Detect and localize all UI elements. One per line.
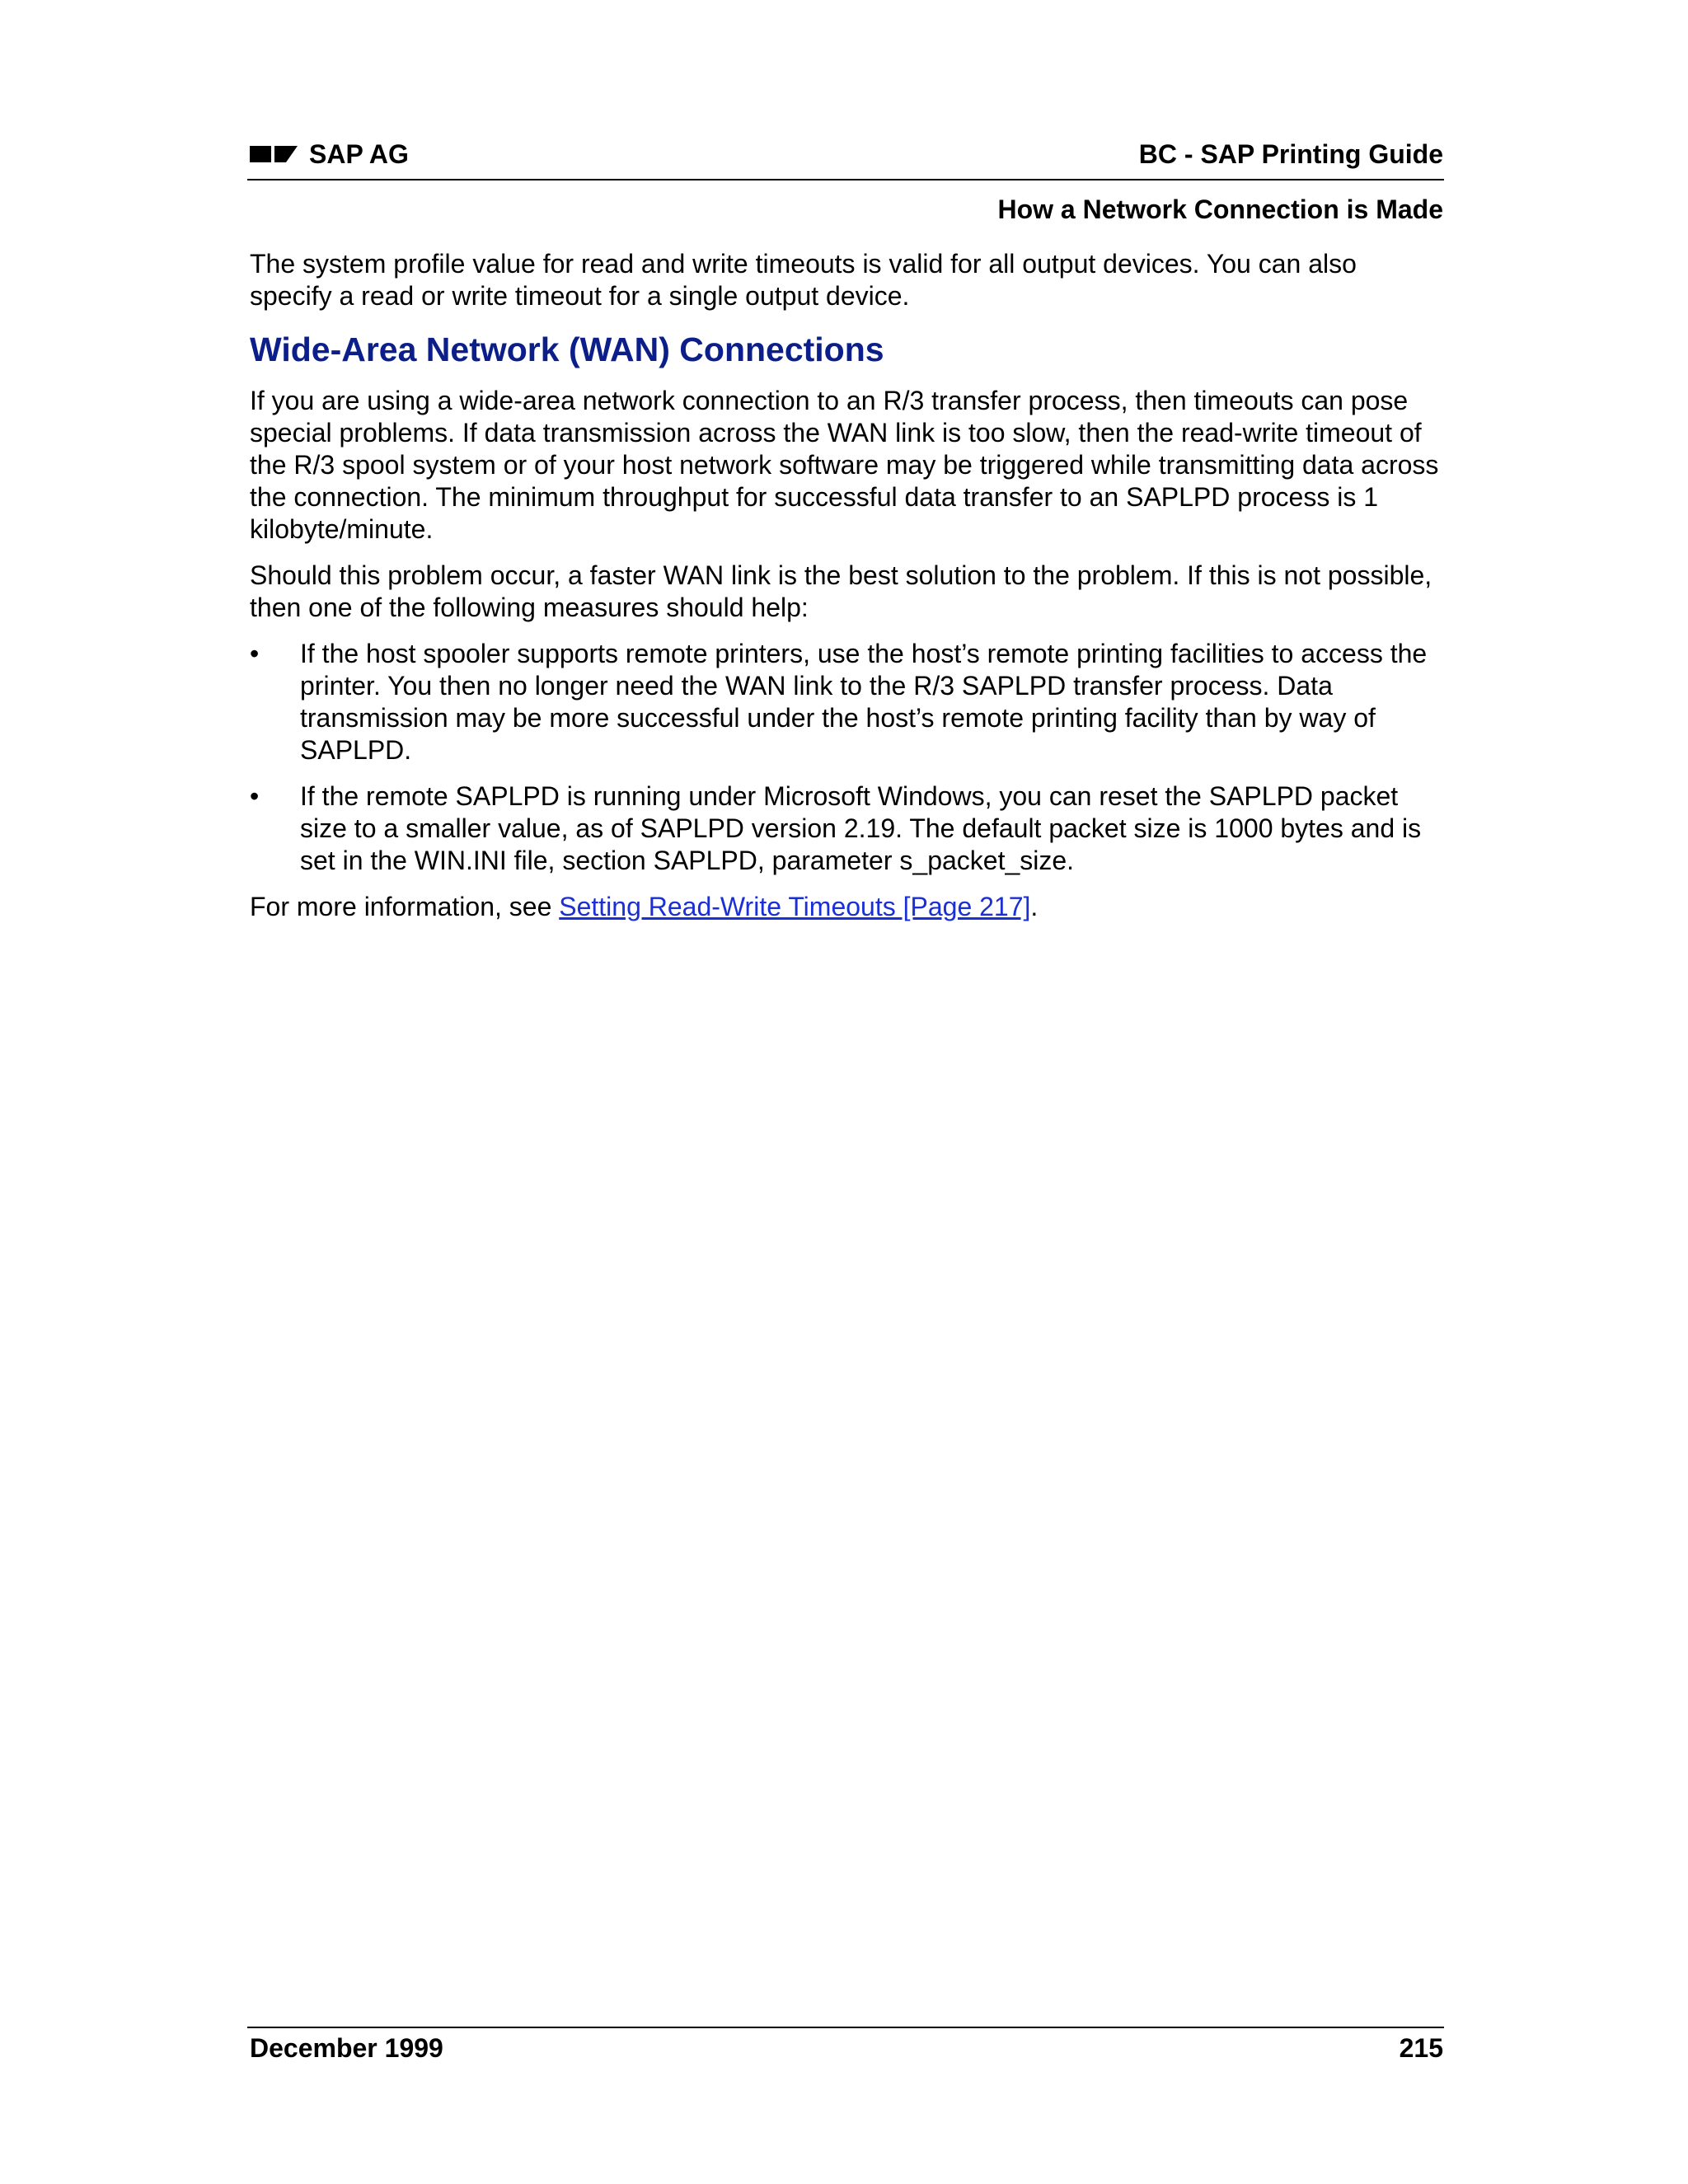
closing-suffix: .	[1030, 892, 1039, 921]
bullet-icon: •	[250, 781, 260, 811]
sap-logo-icon	[250, 144, 298, 164]
header-divider	[247, 179, 1444, 180]
page-footer	[250, 2031, 1443, 2065]
read-write-timeouts-link[interactable]: Setting Read-Write Timeouts [Page 217]	[559, 892, 1031, 921]
footer-date: December 1999	[250, 2032, 443, 2063]
page-number: 215	[1399, 2032, 1443, 2063]
measures-list	[250, 638, 1445, 877]
wan-paragraph: If you are using a wide-area network connection to an R/3 transfer process, then timeouts can pose special problems. If data transmission across the WAN link is too slow, then the read-write timeout of the R/3 spool system or of your host network software may be triggered while transmitting data across the connection. The minimum throughput for successful data transfer to an SAPLPD process is 1 kilobyte/minute.	[250, 386, 1439, 544]
bullet-icon: •	[250, 639, 260, 668]
list-item	[250, 638, 1445, 766]
solution-paragraph: Should this problem occur, a faster WAN link is the best solution to the problem. If this is not possible, then one of the following measures should help:	[250, 560, 1432, 622]
list-item-text: If the remote SAPLPD is running under Microsoft Windows, you can reset the SAPLPD packet size to a smaller value, as of SAPLPD version 2.19. The default packet size is 1000 bytes and is set in the WIN.INI file, section SAPLPD, parameter s_packet_size.	[300, 781, 1422, 875]
page-body	[250, 248, 1445, 937]
closing-prefix: For more information, see	[250, 892, 560, 921]
brand	[250, 139, 409, 170]
section-heading: Wide-Area Network (WAN) Connections	[250, 330, 884, 368]
page-header	[250, 137, 1443, 171]
brand-name: SAP AG	[309, 138, 409, 169]
closing-paragraph	[250, 891, 1445, 923]
guide-title: BC - SAP Printing Guide	[1138, 138, 1443, 169]
list-item-text: If the host spooler supports remote printers, use the host’s remote printing facilities to access the printer. You then no longer need the WAN link to the R/3 SAPLPD transfer process. Data transmission may be more successful under the host’s remote printing facility than by way of SAPLPD.	[300, 639, 1428, 765]
intro-paragraph: The system profile value for read and write timeouts is valid for all output devices. You can also specify a read or write timeout for a single output device.	[250, 249, 1357, 311]
list-item	[250, 780, 1445, 877]
footer-divider	[247, 2027, 1444, 2028]
section-title: How a Network Connection is Made	[997, 194, 1443, 224]
